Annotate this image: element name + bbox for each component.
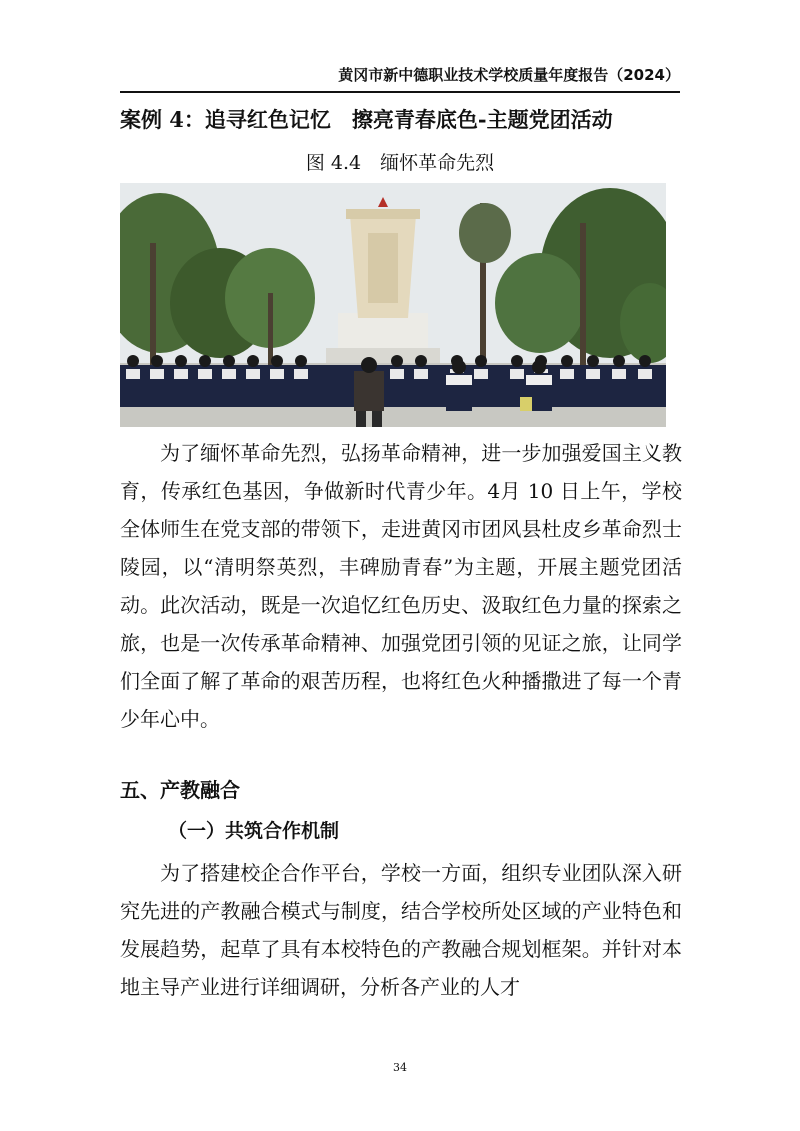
- page-number: 34: [393, 1061, 407, 1074]
- figure-caption: 图 4.4 缅怀革命先烈: [305, 152, 495, 174]
- case-title: 案例 4：追寻红色记忆 擦亮青春底色-主题党团活动: [120, 107, 613, 132]
- header-rule: [120, 91, 680, 93]
- paragraph-cooperation: 为了搭建校企合作平台，学校一方面，组织专业团队深入研究先进的产教融合模式与制度，结合学校所处区域的产业特色和发展趋势，起草了具有本校特色的产教融合规划框架。并针对本地主导产业进行详细调研，分析各产业的人才: [120, 861, 682, 999]
- paragraph-memorial-activity: 为了缅怀革命先烈，弘扬革命精神，进一步加强爱国主义教育，传承红色基因，争做新时代青少年。4月 10 日上午，学校全体师生在党支部的带领下，走进黄冈市团风县杜皮乡革命烈士陵园，以“清明祭英烈，丰碑励青春”为主题，开展主题党团活动。此次活动，既是一次追忆红色历史、汲取红色力量的探索之旅，也是一次传承革命精神、加强党团引领的见证之旅，让同学们全面了解了革命的艰苦历程，也将红色火种播撒进了每一个青少年心中。: [120, 441, 682, 731]
- memorial-photo: [120, 183, 666, 427]
- report-header: 黄冈市新中德职业技术学校质量年度报告（2024）: [338, 66, 680, 84]
- section-heading: 五、产教融合: [120, 778, 240, 802]
- subsection-heading: （一）共筑合作机制: [168, 820, 340, 842]
